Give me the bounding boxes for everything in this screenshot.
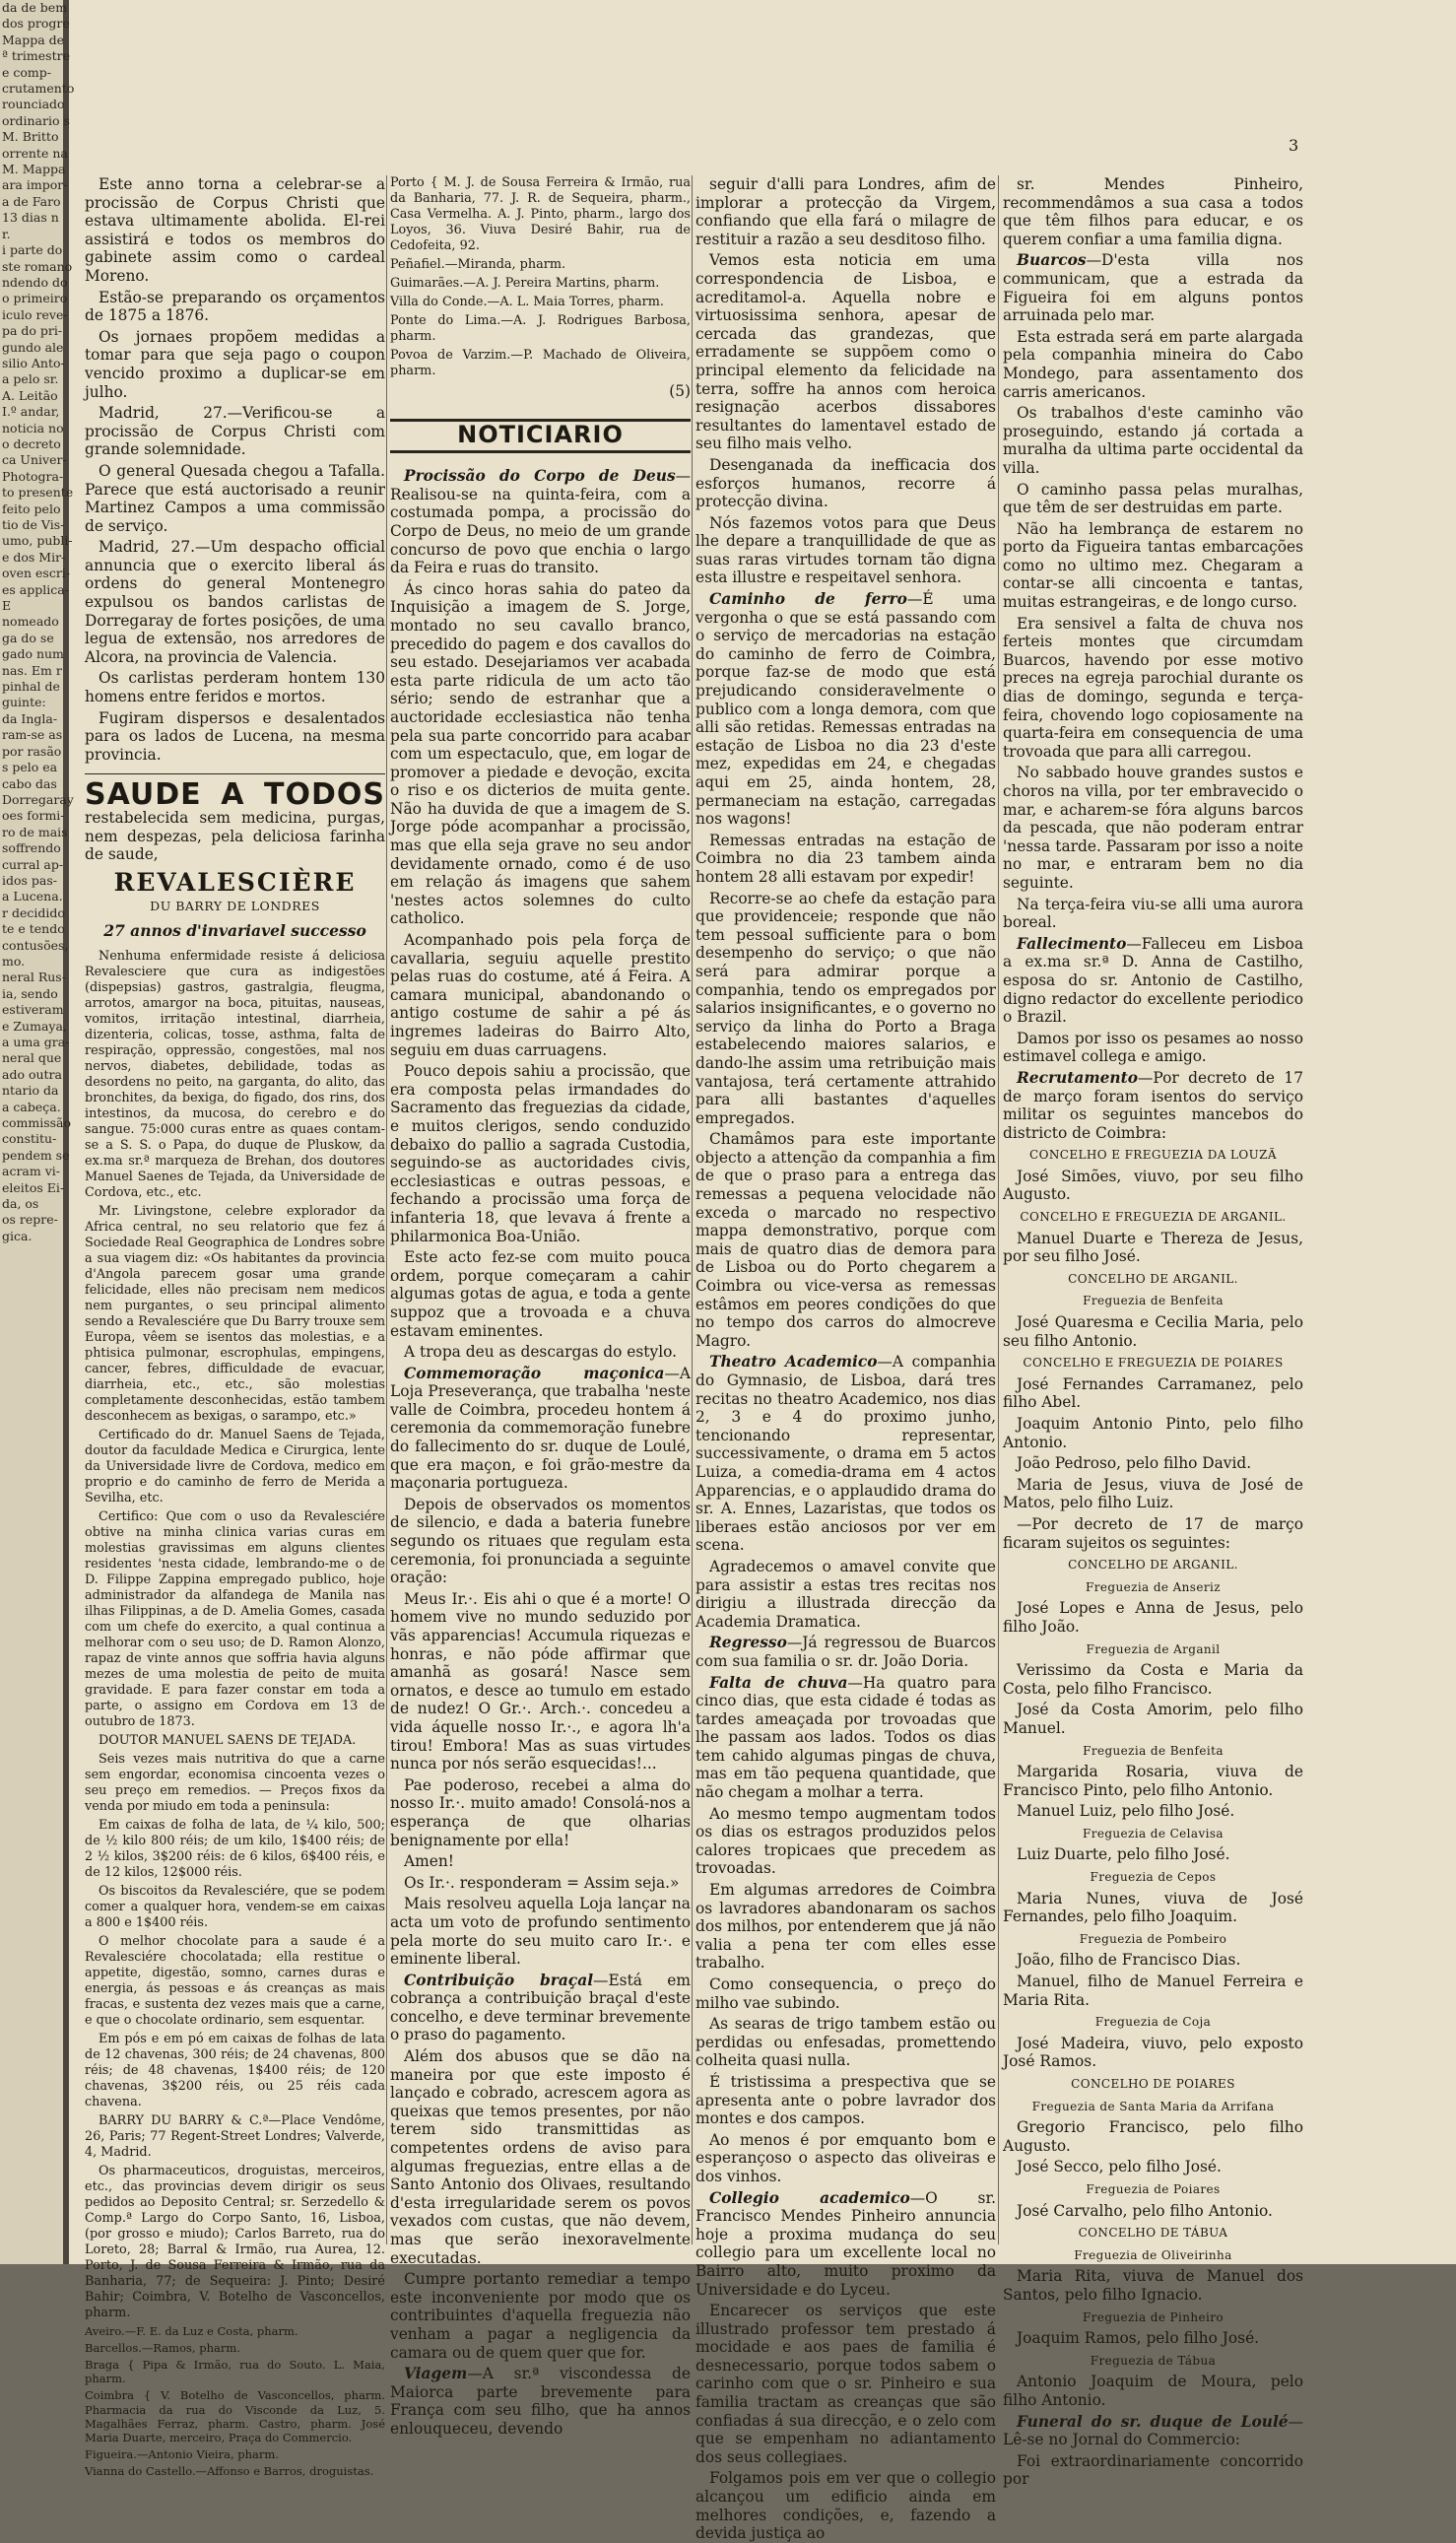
news-item bbox=[390, 2365, 691, 2438]
agent-entry: Guimarães.—A. J. Pereira Martins, pharm. bbox=[390, 276, 660, 291]
prev-page-fragment: constitu- bbox=[2, 1131, 57, 1147]
prev-page-fragment: gica. bbox=[2, 1228, 33, 1243]
news-item bbox=[390, 1852, 691, 1871]
revalesciere-title: REVALESCIÈRE bbox=[113, 867, 357, 897]
news-item-text: Esta estrada será em parte alargada pela companhia mineira do Cabo Mondego, para assentamento dos carris americanos. bbox=[1003, 327, 1303, 401]
saude-a-todos-title: SAUDE A TODOS bbox=[85, 777, 385, 813]
prev-page-fragment: iculo reve- bbox=[2, 306, 68, 322]
prev-page-fragment: contusões, bbox=[2, 937, 69, 953]
recruit-entry: Gregorio Francisco, pelo filho Augusto. bbox=[1003, 2118, 1303, 2155]
news-item bbox=[1003, 615, 1303, 762]
prev-page-fragment: ga do se bbox=[2, 630, 54, 645]
advert-paragraph: Certifico: Que com o uso da Revalesciére obtive na minha clinica varias curas em molestias gravissimas em alguns clientes residentes 'nesta cidade, lembrando-me o de D. Filippe Zappina empregado publico, hoje administrador da alfandega de Manila nas ilhas Filippinas, a de D. Amelia Gomes, casada com um chefe do exercito, a qual continua a melhorar com o seu uso; de D. Ramon Alonzo, rapaz de vinte annos que soffria havia alguns mezes de uma molestia de peito de muita gravidade. E para fazer constar em toda a parte, o assigno em Cordova em 13 de outubro de 1873. bbox=[85, 1508, 385, 1729]
news-item bbox=[695, 590, 996, 829]
news-item-text: Chamâmos para este importante objecto a attenção da companhia a fim de que o praso para a entrega das remessas a pequena velocidade não exceda o marcado no respectivo mappa demonstrativo, porque com mais de quatro dias de demora para de Lisboa ou do Porto chegarem a Coimbra ou vice-versa as remessas estâmos em peores condições do que no tempo dos carros do almocreve Magro. bbox=[695, 1130, 996, 1350]
recruit-entry: José Lopes e Anna de Jesus, pelo filho João. bbox=[1003, 1599, 1303, 1636]
news-item-text: Meus Ir.·. Eis ahi o que é a morte! O homem vive no mundo seduzido por vãs apparencias! Accumula riquezas e honras, e não póde affirmar que amanhã as gosará! Nasce sem ornatos, e desce ao tumulo em estado de nudez! O Gr.·. Arch.·. concedeu a vida áquelle nosso Ir.·., e agora lh'a tirou! Embora! Mas as suas virtudes nunca por nós serão esquecidas!... bbox=[390, 1589, 691, 1773]
prev-page-fragment: nomeado bbox=[2, 614, 59, 630]
recruit-district-heading: Freguezia de Tábua bbox=[1090, 2353, 1217, 2368]
advert-paragraph: BARRY DU BARRY & C.ª—Place Vendôme, 26, Paris; 77 Regent-Street Londres; Valverde, 4, Madrid. bbox=[85, 2112, 385, 2160]
news-paragraph: O general Quesada chegou a Tafalla. Parece que está auctorisado a reunir Martinez Campos a uma commissão de serviço. bbox=[85, 461, 385, 535]
prev-page-fragment: a pelo sr. bbox=[2, 371, 59, 387]
news-item-text: —A Loja Preseverança, que trabalha 'neste valle de Coimbra, procedeu hontem á ceremonia da commemoração funebre do fallecimento do sr. duque de Loulé, que era maçon, e foi grão-mestre da maçonaria portugueza. bbox=[390, 1364, 691, 1493]
advert-paragraph: DOUTOR MANUEL SAENS DE TEJADA. bbox=[99, 1732, 357, 1748]
news-item-heading: Fallecimento bbox=[1017, 934, 1127, 953]
recruit-district-heading: Freguezia de Celavisa bbox=[1082, 1826, 1224, 1840]
prev-page-fragment: a de Faro bbox=[2, 193, 61, 209]
news-item bbox=[390, 1776, 691, 1849]
news-item-text: —Por decreto de 17 de março foram isentos do serviço militar os seguintes mancebos do districto de Coimbra: bbox=[1003, 1068, 1303, 1142]
recruit-entry: José Fernandes Carramanez, pelo filho Abel. bbox=[1003, 1374, 1303, 1412]
recruit-district-heading: Freguezia de Coja bbox=[1094, 2015, 1212, 2030]
news-item-text: Vemos esta noticia em uma correspondencia de Lisboa, e acreditamol-a. Aquella nobre e virtuosissima senhora, apesar de cercada das grandezas, que erradamente se suppõem como o principal elemento da felicidade na terra, soffre ha annos com heroica resignação acerbos dissabores resultantes do lamentavel estado de seu filho mais velho. bbox=[695, 251, 996, 453]
prev-page-fragment: umo, publi- bbox=[2, 533, 73, 549]
advert-paragraph: Em caixas de folha de lata, de ¼ kilo, 500; de ½ kilo 800 réis; de um kilo, 1$400 réis; de 2 ½ kilos, 3$200 réis: de 6 kilos, 6$400 réis, e de 12 kilos, 12$000 réis. bbox=[85, 1817, 385, 1880]
recruit-district-heading: Freguezia de Pinheiro bbox=[1082, 2309, 1224, 2324]
prev-page-fragment: idos pas- bbox=[2, 872, 58, 888]
du-barry-subtitle: DU BARRY DE LONDRES bbox=[150, 899, 320, 914]
recruit-district-heading: CONCELHO DE ARGANIL. bbox=[1068, 1558, 1238, 1573]
news-item-heading: Buarcos bbox=[1017, 251, 1087, 270]
news-item-heading: Regresso bbox=[709, 1634, 787, 1652]
advert-paragraph: Em pós e em pó em caixas de folhas de lata de 12 chavenas, 300 réis; de 24 chavenas, 800 réis; de 48 chavenas, 1$400 réis; de 120 chavenas, 3$200 réis, ou 25 réis cada chavena. bbox=[85, 2031, 385, 2109]
news-item bbox=[390, 1590, 691, 1773]
prev-page-fragment: te e tendo bbox=[2, 921, 65, 937]
news-item-text: Desenganada da inefficacia dos esforços humanos, recorre á protecção divina. bbox=[695, 455, 996, 511]
news-item bbox=[695, 251, 996, 453]
news-item bbox=[390, 2270, 691, 2362]
recruit-entry: José Carvalho, pelo filho Antonio. bbox=[1017, 2201, 1273, 2220]
advert-paragraph: Mr. Livingstone, celebre explorador da Africa central, no seu relatorio que fez á Sociedade Real Geographica de Londres sobre a sua viagem diz: «Os habitantes da provincia d'Angola parecem gosar uma grande felicidade, elles não precisam nem medicos nem purgantes, o seu principal alimento sendo a Revalesciére que Du Barry trouxe sem Europa, vêem se isentos das molestias, e a phtisica pulmonar, escrophulas, empingens, cancer, febres, difficuldade de evacuar, diarrheia, etc., etc., são molestias completamente desconhecidas, estão tambem desconhecem as bexigas, o sarampo, etc.» bbox=[85, 1203, 385, 1424]
news-item-text: É tristissima a prespectiva que se apresenta ante o pobre lavrador dos montes e dos campos. bbox=[695, 2072, 996, 2128]
news-item bbox=[695, 1881, 996, 1973]
prev-page-fragment: e comp- bbox=[2, 64, 51, 80]
recruit-entry: Antonio Joaquim de Moura, pelo filho Antonio. bbox=[1003, 2373, 1303, 2409]
news-item-heading: Caminho de ferro bbox=[709, 590, 907, 609]
news-item-text: Na terça-feira viu-se alli uma aurora boreal. bbox=[1003, 895, 1303, 932]
news-item-heading: Commemoração maçonica bbox=[404, 1364, 665, 1382]
prev-page-fragment: A. Leitão bbox=[2, 387, 58, 403]
recruit-entry: José Simões, viuvo, por seu filho Augusto. bbox=[1003, 1167, 1303, 1204]
saude-advert-heading bbox=[85, 777, 385, 864]
prev-page-fragment: Dorregaray bbox=[2, 791, 74, 807]
prev-page-fragment: ado outra bbox=[2, 1066, 62, 1082]
agent-entry: Ponte do Lima.—A. J. Rodrigues Barbosa, pharm. bbox=[390, 313, 691, 344]
news-item-text: —A companhia do Gymnasio, de Lisboa, dará tres recitas no theatro Academico, nos dias 2, 3 e 4 do proximo junho, tencionando representar, successivamente, o drama em 5 actos Luiza, a comedia-drama em 4 actos Apparencias, e o applaudido drama do sr. A. Ennes, Lazaristas, que todos os liberaes estão anciosos por ver em scena. bbox=[695, 1353, 996, 1555]
prev-page-fragment: silio Anto- bbox=[2, 355, 65, 370]
prev-page-fragment: r decidido bbox=[2, 904, 65, 920]
news-item bbox=[1003, 481, 1303, 517]
news-item bbox=[390, 1972, 691, 2044]
news-paragraph: Madrid, 27.—Verificou-se a procissão de Corpus Christi com grande solemnidade. bbox=[85, 404, 385, 459]
prev-page-fragment: pendem se bbox=[2, 1147, 70, 1163]
news-item bbox=[390, 467, 691, 577]
news-item-text: Ao menos é por emquanto bom e esperançoso o aspecto das oliveiras e dos vinhos. bbox=[695, 2130, 996, 2185]
recruit-entry: José da Costa Amorim, pelo filho Manuel. bbox=[1003, 1701, 1303, 1737]
previous-page-edge bbox=[0, 0, 75, 2264]
prev-page-fragment: ste romano bbox=[2, 258, 73, 274]
prev-page-fragment: ro de mais bbox=[2, 824, 68, 839]
news-item-text: No sabbado houve grandes sustos e choros na villa, por ter embravecido o mar, e acharem-se fóra alguns barcos da pescada, que não poderam entrar 'nessa tarde. Passaram por isso a noite no mar, e entraram bem no dia seguinte. bbox=[1003, 764, 1303, 892]
news-item bbox=[695, 514, 996, 587]
prev-page-fragment: ndendo do bbox=[2, 274, 68, 290]
news-item-text: —D'esta villa nos communicam, que a estrada da Figueira foi em alguns pontos arruinada pelo mar. bbox=[1003, 251, 1303, 325]
advert-paragraph: Braga { Pipa & Irmão, rua do Souto. L. Maia, pharm. bbox=[85, 2357, 385, 2386]
news-item-text: As searas de trigo tambem estão ou perdidas ou enfesadas, promettendo colheita quasi nulla. bbox=[695, 2015, 996, 2070]
news-item-text: —A sr.ª viscondessa de Maiorca parte brevemente para França com seu filho, que ha annos enlouqueceu, devendo bbox=[390, 2365, 691, 2438]
prev-page-fragment: i parte do bbox=[2, 242, 63, 258]
news-item bbox=[695, 2189, 996, 2300]
news-item-text: Depois de observados os momentos de silencio, e dada a bateria funebre segundo os rituaes que regulam esta ceremonia, foi pronunciada a seguinte oração: bbox=[390, 1495, 691, 1587]
news-item bbox=[390, 1062, 691, 1245]
news-item-heading: Funeral do sr. duque de Loulé bbox=[1017, 2412, 1289, 2431]
prev-page-fragment: estiveram bbox=[2, 1002, 64, 1018]
recruit-district-heading: CONCELHO E FREGUEZIA DE ARGANIL. bbox=[1020, 1210, 1287, 1225]
recruit-entry: João, filho de Francisco Dias. bbox=[1017, 1951, 1241, 1970]
recruit-district-heading: CONCELHO DE TÁBUA bbox=[1078, 2226, 1228, 2241]
recruit-entry: Maria de Jesus, viuva de José de Matos, pelo filho Luiz. bbox=[1003, 1475, 1303, 1512]
news-item bbox=[695, 2015, 996, 2070]
news-paragraph: Madrid, 27.—Um despacho official annuncia que o exercito liberal ás ordens do general Montenegro expulsou os bandos carlistas de Dorregaray de fortes posições, de uma legua de extensão, nos arredores de Alcora, na provincia de Valencia. bbox=[85, 538, 385, 666]
prev-page-fragment: soffrendo bbox=[2, 840, 61, 856]
column-4 bbox=[1003, 175, 1303, 2489]
prev-page-fragment: mo. bbox=[2, 953, 26, 969]
page-number: 3 bbox=[1289, 136, 1299, 155]
recruit-entry: Manuel, filho de Manuel Ferreira e Maria Rita. bbox=[1003, 1973, 1303, 2009]
news-item bbox=[695, 456, 996, 511]
news-item bbox=[695, 890, 996, 1128]
prev-page-fragment: da de bem bbox=[2, 0, 68, 15]
prev-page-fragment: cabo das bbox=[2, 775, 57, 791]
news-item bbox=[1003, 2452, 1303, 2489]
news-item-text: Acompanhado pois pela força de cavallaria, seguiu aquelle prestito pelas ruas do costume, até á Feira. A camara municipal, abandonando o antigo costume de sahir a pé ás ingremes ladeiras do Bairro Alto, seguiu em duas carruagens. bbox=[390, 931, 691, 1059]
news-item bbox=[390, 1248, 691, 1340]
advert-paragraph: Nenhuma enfermidade resiste á deliciosa Revalesciere que cura as indigestões (dispepsias) gastros, gastralgia, fleugma, arrotos, amargor na boca, pituitas, nauseas, vomitos, irritação intestinal, diarrheia, dizenteria, colicas, tosse, asthma, falta de respiração, oppressão, congestões, mal nos nervos, diabetes, debilidade, todas as desordens no peito, na garganta, do alito, das bronchites, da bexiga, do figado, dos rins, dos intestinos, da mucosa, do cerebro e do sangue. 75:000 curas entre as quaes contam-se a S. S. o Papa, do duque de Pluskow, da ex.ma sr.ª marqueza de Brehan, dos doutores Manuel Saenes de Tejada, da Universidade de Cordova, etc., etc. bbox=[85, 948, 385, 1200]
recruit-district-heading: Freguezia de Santa Maria da Arrifana bbox=[1031, 2099, 1275, 2113]
news-item-text: Foi extraordinariamente concorrido por bbox=[1003, 2451, 1303, 2489]
prev-page-fragment: r. bbox=[2, 226, 11, 241]
prev-page-fragment: pa do pri- bbox=[2, 323, 63, 339]
news-item-text: Este acto fez-se com muito pouca ordem, porque começaram a cahir algumas gotas de agua, e toda a gente suppoz que a trovoada e a chuva estavam eminentes. bbox=[390, 1248, 691, 1340]
news-item-text: —É uma vergonha o que se está passando com o serviço de mercadorias na estação do caminho de ferro de Coimbra, porque faz-se de modo que está prejudicando consideravelmente o publico com a longa demora, com que alli são retidas. Remessas entradas na estação de Lisboa no dia 23 d'este mez, expedidas em 24, e chegadas aqui em 25, ainda hontem, 28, permaneciam na estação, carregadas nos wagons! bbox=[695, 590, 996, 829]
prev-page-fragment: dos progre bbox=[2, 16, 70, 32]
news-item bbox=[390, 1365, 691, 1493]
news-paragraph: Estão-se preparando os orçamentos de 1875 a 1876. bbox=[85, 288, 385, 325]
news-item-text: Era sensivel a falta de chuva nos ferteis montes que circumdam Buarcos, havendo por esse motivo preces na egreja parochial durante os dias de domingo, segunda e terça-feira, chovendo logo copiosamente na quarta-feira em consequencia de uma trovoada que para alli carregou. bbox=[1003, 614, 1303, 761]
prev-page-fragment: ntario da bbox=[2, 1083, 59, 1099]
news-item-text: —Lê-se no Jornal do Commercio: bbox=[1003, 2412, 1303, 2449]
news-item bbox=[1003, 328, 1303, 401]
news-paragraph: Fugiram dispersos e desalentados para os lados de Lucena, na mesma provincia. bbox=[85, 708, 385, 764]
recruit-district-heading: CONCELHO DE POIARES bbox=[1071, 2077, 1235, 2091]
recruit-entry: José Quaresma e Cecilia Maria, pelo seu filho Antonio. bbox=[1003, 1313, 1303, 1350]
news-item-text: Encarecer os serviços que este illustrado professor tem prestado á mocidade e aos paes de familia é desnecessario, porque todos sabem o carinho com que o sr. Pinheiro e sua familia tractam as creanças que são confiadas á sua direcção, e o zelo com que se empenham no adiantamento dos seus collegiaes. bbox=[695, 2302, 996, 2466]
prev-page-fragment: e Zumaya, bbox=[2, 1018, 67, 1034]
prev-page-fragment: oven escri- bbox=[2, 566, 71, 581]
recruit-entry: Joaquim Ramos, pelo filho José. bbox=[1017, 2329, 1260, 2348]
recruit-district-heading: Freguezia de Benfeita bbox=[1083, 1294, 1224, 1308]
news-item-heading: Theatro Academico bbox=[709, 1353, 878, 1372]
agent-entry: Peñafiel.—Miranda, pharm. bbox=[390, 257, 566, 272]
advert-paragraph: Vianna do Castello.—Affonso e Barros, droguistas. bbox=[85, 2464, 374, 2479]
recruit-district-heading: Freguezia de Poiares bbox=[1086, 2181, 1221, 2196]
news-item-text: Não ha lembrança de estarem no porto da Figueira tantas embarcações como no ultimo mez. Chegaram a contar-se alli cincoenta e tantas, muitas estrangeiras, e de longo curso. bbox=[1003, 519, 1303, 612]
prev-page-fragment: a cabeça. bbox=[2, 1099, 61, 1114]
advert-paragraph: Os pharmaceuticos, droguistas, merceiros, etc., das provincias devem dirigir os seus pedidos ao Deposito Central; sr. Serzedello & Comp.ª Largo do Corpo Santo, 16, Lisboa, (por grosso e miudo); Carlos Barreto, rua do Loreto, 28; Barral & Irmão, rua Aurea, 12. Porto, J. de Sousa Ferreira & Irmão, rua da Banharia, 77; de Sequeira: J. Pinto; Desiré Bahir; Coimbra, V. Botelho de Vasconcellos, pharm. bbox=[85, 2163, 385, 2320]
news-item bbox=[695, 1674, 996, 1802]
advert-paragraph: Os biscoitos da Revalesciére, que se podem comer a qualquer hora, vendem-se em caixas a 800 e 1$400 réis. bbox=[85, 1883, 385, 1930]
prev-page-fragment: da Ingla- bbox=[2, 710, 58, 726]
prev-page-fragment: s pelo ea bbox=[2, 760, 58, 775]
news-item-text: Amen! bbox=[404, 1852, 454, 1871]
prev-page-fragment: ª trimestre bbox=[2, 48, 70, 64]
prev-page-fragment: curral ap- bbox=[2, 856, 64, 872]
recruit-district-heading: Freguezia de Benfeita bbox=[1083, 1743, 1224, 1758]
column-1 bbox=[85, 175, 385, 2479]
news-item-text: Ao mesmo tempo augmentam todos os dias os estragos produzidos pelos calores tropicaes que precedem as trovoadas. bbox=[695, 1804, 996, 1878]
prev-page-fragment: I.º andar, bbox=[2, 404, 60, 420]
news-item bbox=[695, 2073, 996, 2128]
news-item-heading: Procissão do Corpo de Deus bbox=[404, 467, 676, 486]
prev-page-fragment: a Lucena. bbox=[2, 889, 63, 904]
advert-paragraph: Barcellos.—Ramos, pharm. bbox=[85, 2340, 240, 2355]
news-item-text: Os Ir.·. responderam = Assim seja.» bbox=[404, 1873, 680, 1892]
prev-page-fragment: Photogra- bbox=[2, 468, 64, 484]
column-divider bbox=[692, 175, 693, 2244]
recruit-district-heading: CONCELHO E FREGUEZIA DE POIARES bbox=[1023, 1356, 1284, 1371]
recruit-entry: Luiz Duarte, pelo filho José. bbox=[1017, 1845, 1230, 1864]
recruit-entry: Verissimo da Costa e Maria da Costa, pelo filho Francisco. bbox=[1003, 1661, 1303, 1698]
prev-page-fragment: por rasão bbox=[2, 743, 62, 759]
prev-page-fragment: ordinario s bbox=[2, 112, 70, 128]
prev-page-fragment: o decreto bbox=[2, 435, 61, 451]
news-item bbox=[390, 931, 691, 1059]
news-item-text: Além dos abusos que se dão na maneira por que este imposto é lançado e cobrado, acrescem agora as queixas que temos presentes, por não terem sido transmittidas as competentes ordens de aviso para algumas freguezias, entre ellas a de Santo Antonio dos Olivaes, resultando d'esta irregularidade serem os povos vexados com custas, que não devem, mas que serão inexoravelmente executadas. bbox=[390, 2047, 691, 2267]
prev-page-fragment: acram vi- bbox=[2, 1164, 60, 1179]
annos-successo: 27 annos d'invariavel successo bbox=[103, 920, 366, 940]
advert-paragraph: Certificado do dr. Manuel Saens de Tejada, doutor da faculdade Medica e Cirurgica, lente da Universidade livre de Cordova, medico em proprio e do caminho de ferro de Merida a Sevilha, etc. bbox=[85, 1427, 385, 1506]
news-item-text: Folgamos pois em ver que o collegio alcançou um edificio ainda em melhores condições, e, fazendo a devida justiça ao bbox=[695, 2469, 996, 2543]
prev-page-fragment: os repre- bbox=[2, 1212, 58, 1228]
news-item bbox=[695, 2302, 996, 2466]
news-item-text: A tropa deu as descargas do estylo. bbox=[404, 1343, 678, 1362]
advert-paragraph: Seis vezes mais nutritiva do que a carne sem engordar, economisa cincoenta vezes o seu preço em remedios. — Preços fixos da venda por miudo em toda a peninsula: bbox=[85, 1751, 385, 1814]
recruit-district-heading: Freguezia de Oliveirinha bbox=[1074, 2247, 1232, 2262]
news-item-text: seguir d'alli para Londres, afim de implorar a protecção da Virgem, confiando que ella fará o milagre de restituir a razão a seu desditoso filho. bbox=[695, 175, 996, 248]
prev-page-fragment: da, os bbox=[2, 1196, 39, 1212]
prev-page-fragment: M. Britto bbox=[2, 129, 59, 145]
prev-page-fragment: 13 dias n bbox=[2, 210, 59, 226]
prev-page-fragment: ram-se as bbox=[2, 727, 63, 743]
prev-page-fragment: gado num bbox=[2, 646, 64, 662]
news-item bbox=[695, 832, 996, 887]
advert-index: (5) bbox=[669, 382, 691, 400]
prev-page-fragment: tio de Vis- bbox=[2, 517, 65, 532]
news-item bbox=[695, 1634, 996, 1670]
prev-page-fragment: oes formi- bbox=[2, 808, 65, 824]
prev-page-fragment: to presente bbox=[2, 485, 74, 501]
news-item bbox=[390, 1874, 691, 1893]
prev-page-fragment: Mappa de bbox=[2, 32, 65, 47]
prev-page-fragment: gundo ale bbox=[2, 339, 64, 355]
prev-page-fragment: guinte: bbox=[2, 695, 46, 710]
news-item-text: Como consequencia, o preço do milho vae subindo. bbox=[695, 1975, 996, 2012]
prev-page-fragment: crutamento bbox=[2, 81, 75, 97]
recruit-entry: José Secco, pelo filho José. bbox=[1017, 2158, 1222, 2176]
news-item bbox=[1003, 520, 1303, 612]
news-item bbox=[390, 2047, 691, 2267]
recruit-entry: Joaquim Antonio Pinto, pelo filho Antonio. bbox=[1003, 1415, 1303, 1451]
news-item bbox=[1003, 1069, 1303, 1142]
column-2 bbox=[390, 175, 691, 2438]
prev-page-fragment: eleitos Ei- bbox=[2, 1179, 65, 1195]
news-item-heading: Contribuição braçal bbox=[404, 1971, 594, 1989]
news-item-heading: Collegio academico bbox=[709, 2188, 910, 2207]
news-item-text: Pae poderoso, recebei a alma do nosso Ir.·. muito amado! Consolá-nos a esperança de que olharias benignamente por ella! bbox=[390, 1775, 691, 1849]
recruit-entry: José Madeira, viuvo, pelo exposto José Ramos. bbox=[1003, 2034, 1303, 2071]
prev-page-fragment: o primeiro bbox=[2, 291, 68, 306]
prev-page-fragment: E bbox=[2, 598, 12, 614]
recruit-district-heading: Freguezia de Cepos bbox=[1090, 1870, 1217, 1885]
news-item bbox=[695, 1805, 996, 1878]
prev-page-fragment: noticia no bbox=[2, 420, 64, 435]
news-item-text: Os trabalhos d'este caminho vão proseguindo, estando já cortada a muralha da ultima parte occidental da villa. bbox=[1003, 404, 1303, 477]
prev-page-fragment: es applica- bbox=[2, 581, 69, 597]
news-item-text: Em algumas arredores de Coimbra os lavradores abandonaram os sachos dos milhos, por entenderem que já não valia a pena ter com elles esse trabalho. bbox=[695, 1881, 996, 1973]
news-paragraph: Este anno torna a celebrar-se a procissão de Corpus Christi que estava ultimamente abolida. El-rei assistirá e todos os membros do gabinete assim como o cardeal Moreno. bbox=[85, 175, 385, 285]
news-item-text: Nós fazemos votos para que Deus lhe depare a tranquillidade de que as suas raras virtudes tornam tão digna esta illustre e respeitavel senhora. bbox=[695, 513, 996, 587]
recruit-entry: Maria Rita, viuva de Manuel dos Santos, pelo filho Ignacio. bbox=[1003, 2267, 1303, 2304]
news-item-text: Damos por isso os pesames ao nosso estimavel collega e amigo. bbox=[1003, 1029, 1303, 1066]
news-item bbox=[390, 580, 691, 928]
news-item-heading: Falta de chuva bbox=[709, 1673, 848, 1692]
recruit-entry: Manuel Luiz, pelo filho José. bbox=[1017, 1802, 1235, 1821]
news-item-text: Recorre-se ao chefe da estação para que providenceie; responde que não tem pessoal sufficiente para o bom desempenho do serviço; o que não será para admirar porque a companhia, tendo os empregados por salarios insignificantes, e o governo no serviço da linha do Porto a Braga estabelecendo maiores salarios, e dando-lhe assim uma retribuição mais vantajosa, terá certamente attrahido para alli bastantes d'aquelles empregados. bbox=[695, 889, 996, 1127]
prev-page-fragment: a uma gra- bbox=[2, 1035, 70, 1049]
news-item bbox=[390, 1895, 691, 1968]
advert-paragraph: Figueira.—Antonio Vieira, pharm. bbox=[85, 2447, 279, 2462]
recruit-district-heading: CONCELHO E FREGUEZIA DA LOUZÃ bbox=[1029, 1148, 1277, 1163]
news-item bbox=[695, 1975, 996, 2012]
advert-paragraph: O melhor chocolate para a saude é a Revalesciére chocolatada; ella restitue o appetite, digestão, somno, carnes duras e energia, ás pessoas e ás creanças as mais fracas, e sustenta dez vezes mais que a carne, e que o chocolate ordinario, sem esquentar. bbox=[85, 1933, 385, 2028]
recruit-entry: —Por decreto de 17 de março ficaram sujeitos os seguintes: bbox=[1003, 1514, 1303, 1552]
prev-page-fragment: e dos Mir- bbox=[2, 549, 66, 565]
prev-page-fragment: commissão bbox=[2, 1115, 72, 1131]
news-item-text: O caminho passa pelas muralhas, que têm de ser destruidas em parte. bbox=[1003, 480, 1303, 517]
noticiario-banner bbox=[390, 419, 691, 454]
recruit-district-heading: CONCELHO DE ARGANIL. bbox=[1068, 1271, 1238, 1286]
recruit-district-heading: Freguezia de Anseriz bbox=[1086, 1579, 1221, 1594]
recruit-district-heading: Freguezia de Arganil bbox=[1086, 1641, 1221, 1656]
prev-page-fragment: M. Mappa bbox=[2, 162, 66, 177]
news-item-text: —Falleceu em Lisboa a ex.ma sr.ª D. Anna de Castilho, esposa do sr. Antonio de Castilho, digno redactor do excellente periodico o Brazil. bbox=[1003, 934, 1303, 1027]
news-paragraph: Os carlistas perderam hontem 130 homens entre feridos e mortos. bbox=[85, 669, 385, 706]
column-3 bbox=[695, 175, 997, 2543]
news-item bbox=[1003, 251, 1303, 324]
news-item bbox=[1003, 764, 1303, 892]
news-item-text: —O sr. Francisco Mendes Pinheiro annuncia hoje a proxima mudança do seu collegio para um excellente local no Bairro alto, muito proximo da Universidade e do Lyceu. bbox=[695, 2188, 997, 2299]
news-item bbox=[695, 1353, 996, 1555]
prev-page-fragment: ca Univer- bbox=[2, 452, 67, 468]
prev-page-fragment: neral Rus- bbox=[2, 970, 66, 985]
agent-entry: Porto { M. J. de Sousa Ferreira & Irmão, rua da Banharia, 77. J. R. de Sequeira, pharm., Casa Vermelha. A. J. Pinto, pharm., largo dos Loyos, 36. Viuva Desiré Bahir, rua de Cedofeita, 92. bbox=[390, 175, 691, 253]
noticiario-heading: NOTICIARIO bbox=[457, 420, 624, 448]
recruit-entry: João Pedroso, pelo filho David. bbox=[1017, 1454, 1252, 1473]
news-item-heading: Viagem bbox=[404, 2365, 468, 2383]
column-divider bbox=[386, 175, 387, 2244]
agent-entry: Villa do Conde.—A. L. Maia Torres, pharm. bbox=[390, 295, 664, 309]
recruit-entry: Margarida Rosaria, viuva de Francisco Pinto, pelo filho Antonio. bbox=[1003, 1763, 1303, 1799]
agent-entry: Povoa de Varzim.—P. Machado de Oliveira, pharm. bbox=[390, 348, 691, 378]
news-item bbox=[1003, 404, 1303, 477]
news-item-heading: Recrutamento bbox=[1017, 1068, 1138, 1087]
prev-page-fragment: ia, sendo bbox=[2, 985, 58, 1001]
prev-page-fragment: orrente na bbox=[2, 145, 68, 161]
news-item bbox=[695, 1130, 996, 1350]
news-paragraph: Os jornaes propõem medidas a tomar para que seja pago o coupon vencido proximo a duplicar-se em julho. bbox=[85, 327, 385, 401]
column-divider bbox=[998, 175, 999, 2244]
news-item-text: Remessas entradas na estação de Coimbra no dia 23 tambem ainda hontem 28 alli estavam por expedir! bbox=[695, 831, 996, 886]
news-item bbox=[390, 1496, 691, 1587]
news-item-text: sr. Mendes Pinheiro, recommendâmos a sua casa a todos que têm filhos para educar, e os querem confiar a uma familia digna. bbox=[1003, 175, 1303, 248]
saude-a-todos-text: restabelecida sem medicina, purgas, nem despezas, pela deliciosa farinha de saude, bbox=[85, 809, 385, 864]
news-item-text: Cumpre portanto remediar a tempo este inconveniente por modo que os contribuintes d'aquella freguezia não venham a pagar a negligencia da camara ou de quem quer que for. bbox=[390, 2270, 691, 2362]
prev-page-fragment: neral que bbox=[2, 1050, 62, 1066]
news-item-text: Mais resolveu aquella Loja lançar na acta um voto de profundo sentimento pela morte do seu muito caro Ir.·. e eminente liberal. bbox=[390, 1895, 691, 1969]
recruit-district-heading: Freguezia de Pombeiro bbox=[1079, 1931, 1227, 1946]
news-item bbox=[695, 2131, 996, 2186]
prev-page-fragment: feito pelo bbox=[2, 501, 61, 516]
news-item-text: —Já regressou de Buarcos com sua familia o sr. dr. João Doria. bbox=[695, 1634, 996, 1670]
section-rule bbox=[85, 773, 385, 774]
prev-page-fragment: pinhal de bbox=[2, 679, 60, 695]
news-item bbox=[1003, 896, 1303, 932]
prev-page-fragment: ara impor- bbox=[2, 177, 68, 193]
news-item bbox=[695, 2469, 996, 2542]
news-item bbox=[1003, 1030, 1303, 1066]
news-item bbox=[695, 175, 996, 248]
news-item bbox=[1003, 935, 1303, 1027]
recruit-entry: Manuel Duarte e Thereza de Jesus, por seu filho José. bbox=[1003, 1229, 1303, 1266]
advert-paragraph: Aveiro.—F. E. da Luz e Costa, pharm. bbox=[85, 2323, 298, 2338]
news-item bbox=[1003, 175, 1303, 248]
prev-page-fragment: nas. Em r bbox=[2, 662, 62, 678]
news-item-text: —Realisou-se na quinta-feira, com a costumada pompa, a procissão do Corpo de Deus, no meio de um grande concurso de povo que enchia o largo da Feira e ruas do transito. bbox=[390, 467, 691, 577]
news-item bbox=[390, 1343, 691, 1362]
news-item-text: —Está em cobrança a contribuição braçal d'este concelho, e deve terminar brevemente o praso do pagamento. bbox=[390, 1971, 691, 2044]
news-item-text: Ás cinco horas sahia do pateo da Inquisição a imagem de S. Jorge, montado no seu cavallo branco, precedido do pagem e dos cavallos do seu estado. Desejariamos ver acabada esta parte ridicula de um acto tão sério; sendo de estranhar que a auctoridade ecclesiastica não tenha pela sua parte concorrido para acabar com um espectaculo, que, em logar de promover a piedade e devoção, excita o riso e os dicterios de muita gente. Não ha duvida de que a imagem de S. Jorge póde acompanhar a procissão, mas que ella seja grave no seu andor devidamente ornado, como é de uso em relação ás imagens que sahem 'nestes actos solemnes do culto catholico. bbox=[390, 579, 691, 928]
news-item bbox=[1003, 2413, 1303, 2449]
advert-paragraph: Coimbra { V. Botelho de Vasconcellos, pharm. Pharmacia da rua do Visconde da Luz, 5. Magalhães Ferraz, pharm. Castro, pharm. José Maria Duarte, merceiro, Praça do Commercio. bbox=[85, 2388, 385, 2444]
page-body bbox=[77, 0, 1446, 2543]
news-item-text: —Ha quatro para cinco dias, que esta cidade é todas as tardes ameaçada por trovoadas que lhe passam aos lados. Todos os dias tem cahido algumas pingas de chuva, mas em tão pequena quantidade, que não chegam a molhar a terra. bbox=[695, 1673, 996, 1802]
news-item-text: Pouco depois sahiu a procissão, que era composta pelas irmandades do Sacramento das freguezias da cidade, e muitos clerigos, sendo conduzido debaixo do pallio a sagrada Custodia, seguindo-se as auctoridades civis, ecclesiasticas e outras pessoas, e fechando a procissão uma força de infanteria 18, que levava á frente a philarmonica Boa-União. bbox=[390, 1062, 691, 1245]
prev-page-fragment: rounciado bbox=[2, 97, 65, 112]
news-item-text: Agradecemos o amavel convite que para assistir a estas tres recitas nos dirigiu a illustrada direcção da Academia Dramatica. bbox=[695, 1557, 996, 1631]
recruit-entry: Maria Nunes, viuva de José Fernandes, pelo filho Joaquim. bbox=[1003, 1889, 1303, 1926]
news-item bbox=[695, 1558, 996, 1631]
